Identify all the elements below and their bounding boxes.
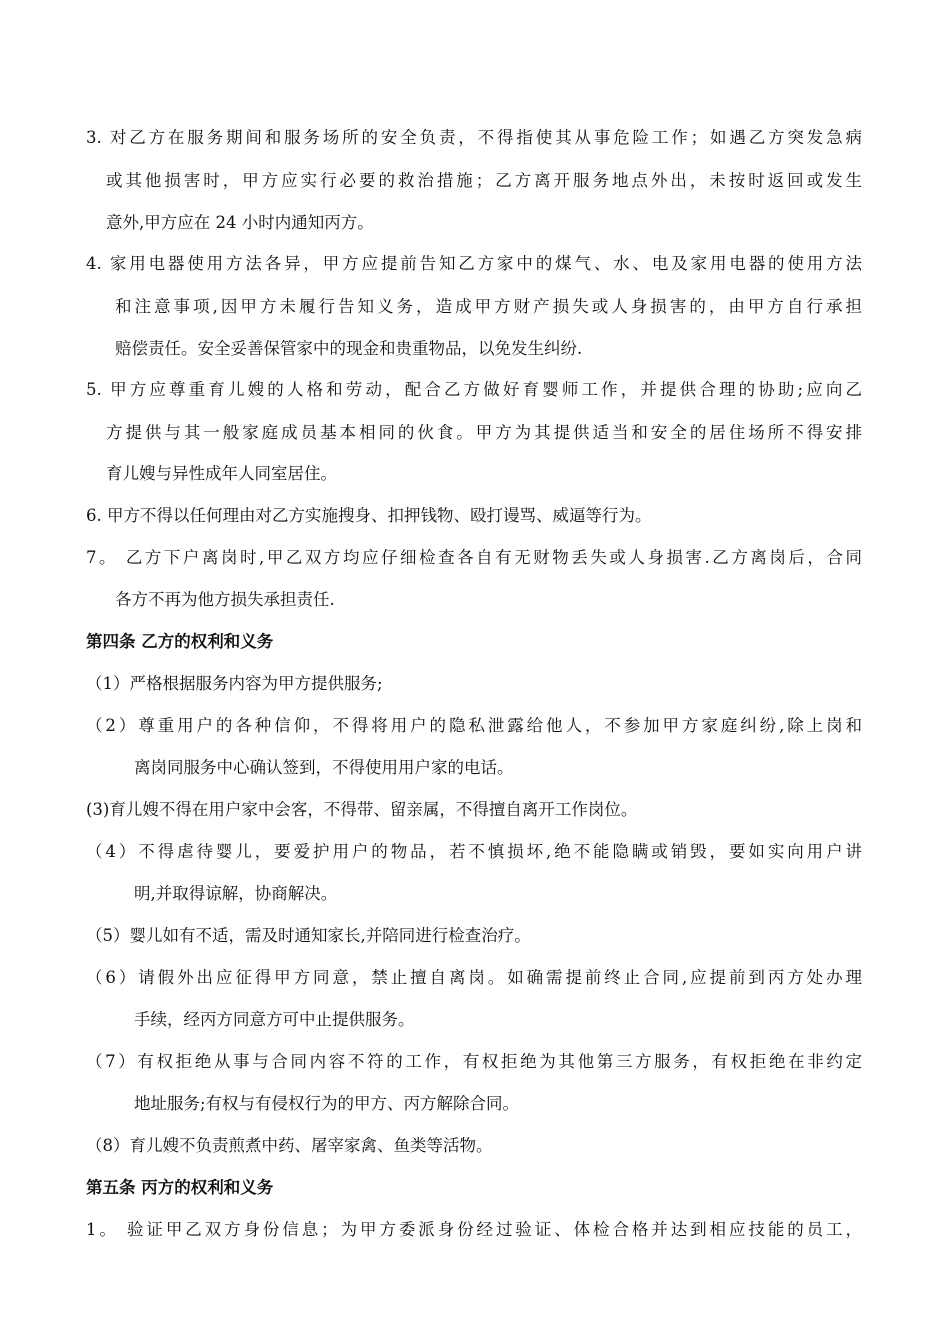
article-4-heading: 第四条 乙方的权利和义务 (86, 632, 274, 651)
clause-3-line-1: 3. 对乙方在服务期间和服务场所的安全负责，不得指使其从事危险工作；如遇乙方突发急病 (86, 128, 862, 147)
article-4-item-4-line-2: 明,并取得谅解，协商解决。 (134, 884, 338, 903)
clause-7-line-2: 各方不再为他方损失承担责任. (115, 590, 335, 609)
article-4-item-1: （1）严格根据服务内容为甲方提供服务; (86, 674, 383, 693)
article-4-item-7-line-2: 地址服务;有权与有侵权行为的甲方、丙方解除合同。 (134, 1094, 520, 1113)
clause-4-line-2: 和注意事项,因甲方未履行告知义务，造成甲方财产损失或人身损害的，由甲方自行承担 (115, 297, 862, 316)
clause-6-line-1: 6. 甲方不得以任何理由对乙方实施搜身、扣押钱物、殴打谩骂、威逼等行为。 (86, 506, 652, 525)
article-4-item-6-line-2: 手续，经丙方同意方可中止提供服务。 (134, 1010, 415, 1029)
article-4-item-2-line-2: 离岗同服务中心确认签到，不得使用用户家的电话。 (134, 758, 514, 777)
clause-7-line-1: 7。 乙方下户离岗时,甲乙双方均应仔细检查各自有无财物丢失或人身损害.乙方离岗后，合同 (86, 548, 862, 567)
clause-4-line-3: 赔偿责任。安全妥善保管家中的现金和贵重物品，以免发生纠纷. (115, 339, 583, 358)
article-4-item-5: （5）婴儿如有不适，需及时通知家长,并陪同进行检查治疗。 (86, 926, 531, 945)
article-4-item-7-line-1: （7）有权拒绝从事与合同内容不符的工作，有权拒绝为其他第三方服务，有权拒绝在非约定 (86, 1052, 862, 1071)
article-4-item-8: （8）育儿嫂不负责煎煮中药、屠宰家禽、鱼类等活物。 (86, 1136, 493, 1155)
article-4-item-6-line-1: （6）请假外出应征得甲方同意，禁止擅自离岗。如确需提前终止合同,应提前到丙方处办理 (86, 968, 862, 987)
clause-3-line-2: 或其他损害时，甲方应实行必要的救治措施；乙方离开服务地点外出，未按时返回或发生 (106, 171, 862, 190)
clause-5-line-2: 方提供与其一般家庭成员基本相同的伙食。甲方为其提供适当和安全的居住场所不得安排 (106, 423, 862, 442)
article-4-item-3: (3)育儿嫂不得在用户家中会客，不得带、留亲属，不得擅自离开工作岗位。 (86, 800, 638, 819)
clause-5-line-3: 育儿嫂与异性成年人同室居住。 (106, 464, 337, 483)
clause-4-line-1: 4. 家用电器使用方法各异，甲方应提前告知乙方家中的煤气、水、电及家用电器的使用方法 (86, 254, 862, 273)
article-4-item-2-line-1: （2）尊重用户的各种信仰，不得将用户的隐私泄露给他人，不参加甲方家庭纠纷,除上岗和 (86, 716, 862, 735)
clause-5-line-1: 5. 甲方应尊重育儿嫂的人格和劳动，配合乙方做好育婴师工作，并提供合理的协助;应向乙 (86, 380, 862, 399)
article-5-clause-1-line-1: 1。 验证甲乙双方身份信息；为甲方委派身份经过验证、体检合格并达到相应技能的员工， (86, 1220, 862, 1239)
article-4-item-4-line-1: （4）不得虐待婴儿，要爱护用户的物品，若不慎损坏,绝不能隐瞒或销毁，要如实向用户讲 (86, 842, 862, 861)
clause-3-line-3: 意外,甲方应在 24 小时内通知丙方。 (106, 213, 374, 232)
article-5-heading: 第五条 丙方的权利和义务 (86, 1178, 274, 1197)
